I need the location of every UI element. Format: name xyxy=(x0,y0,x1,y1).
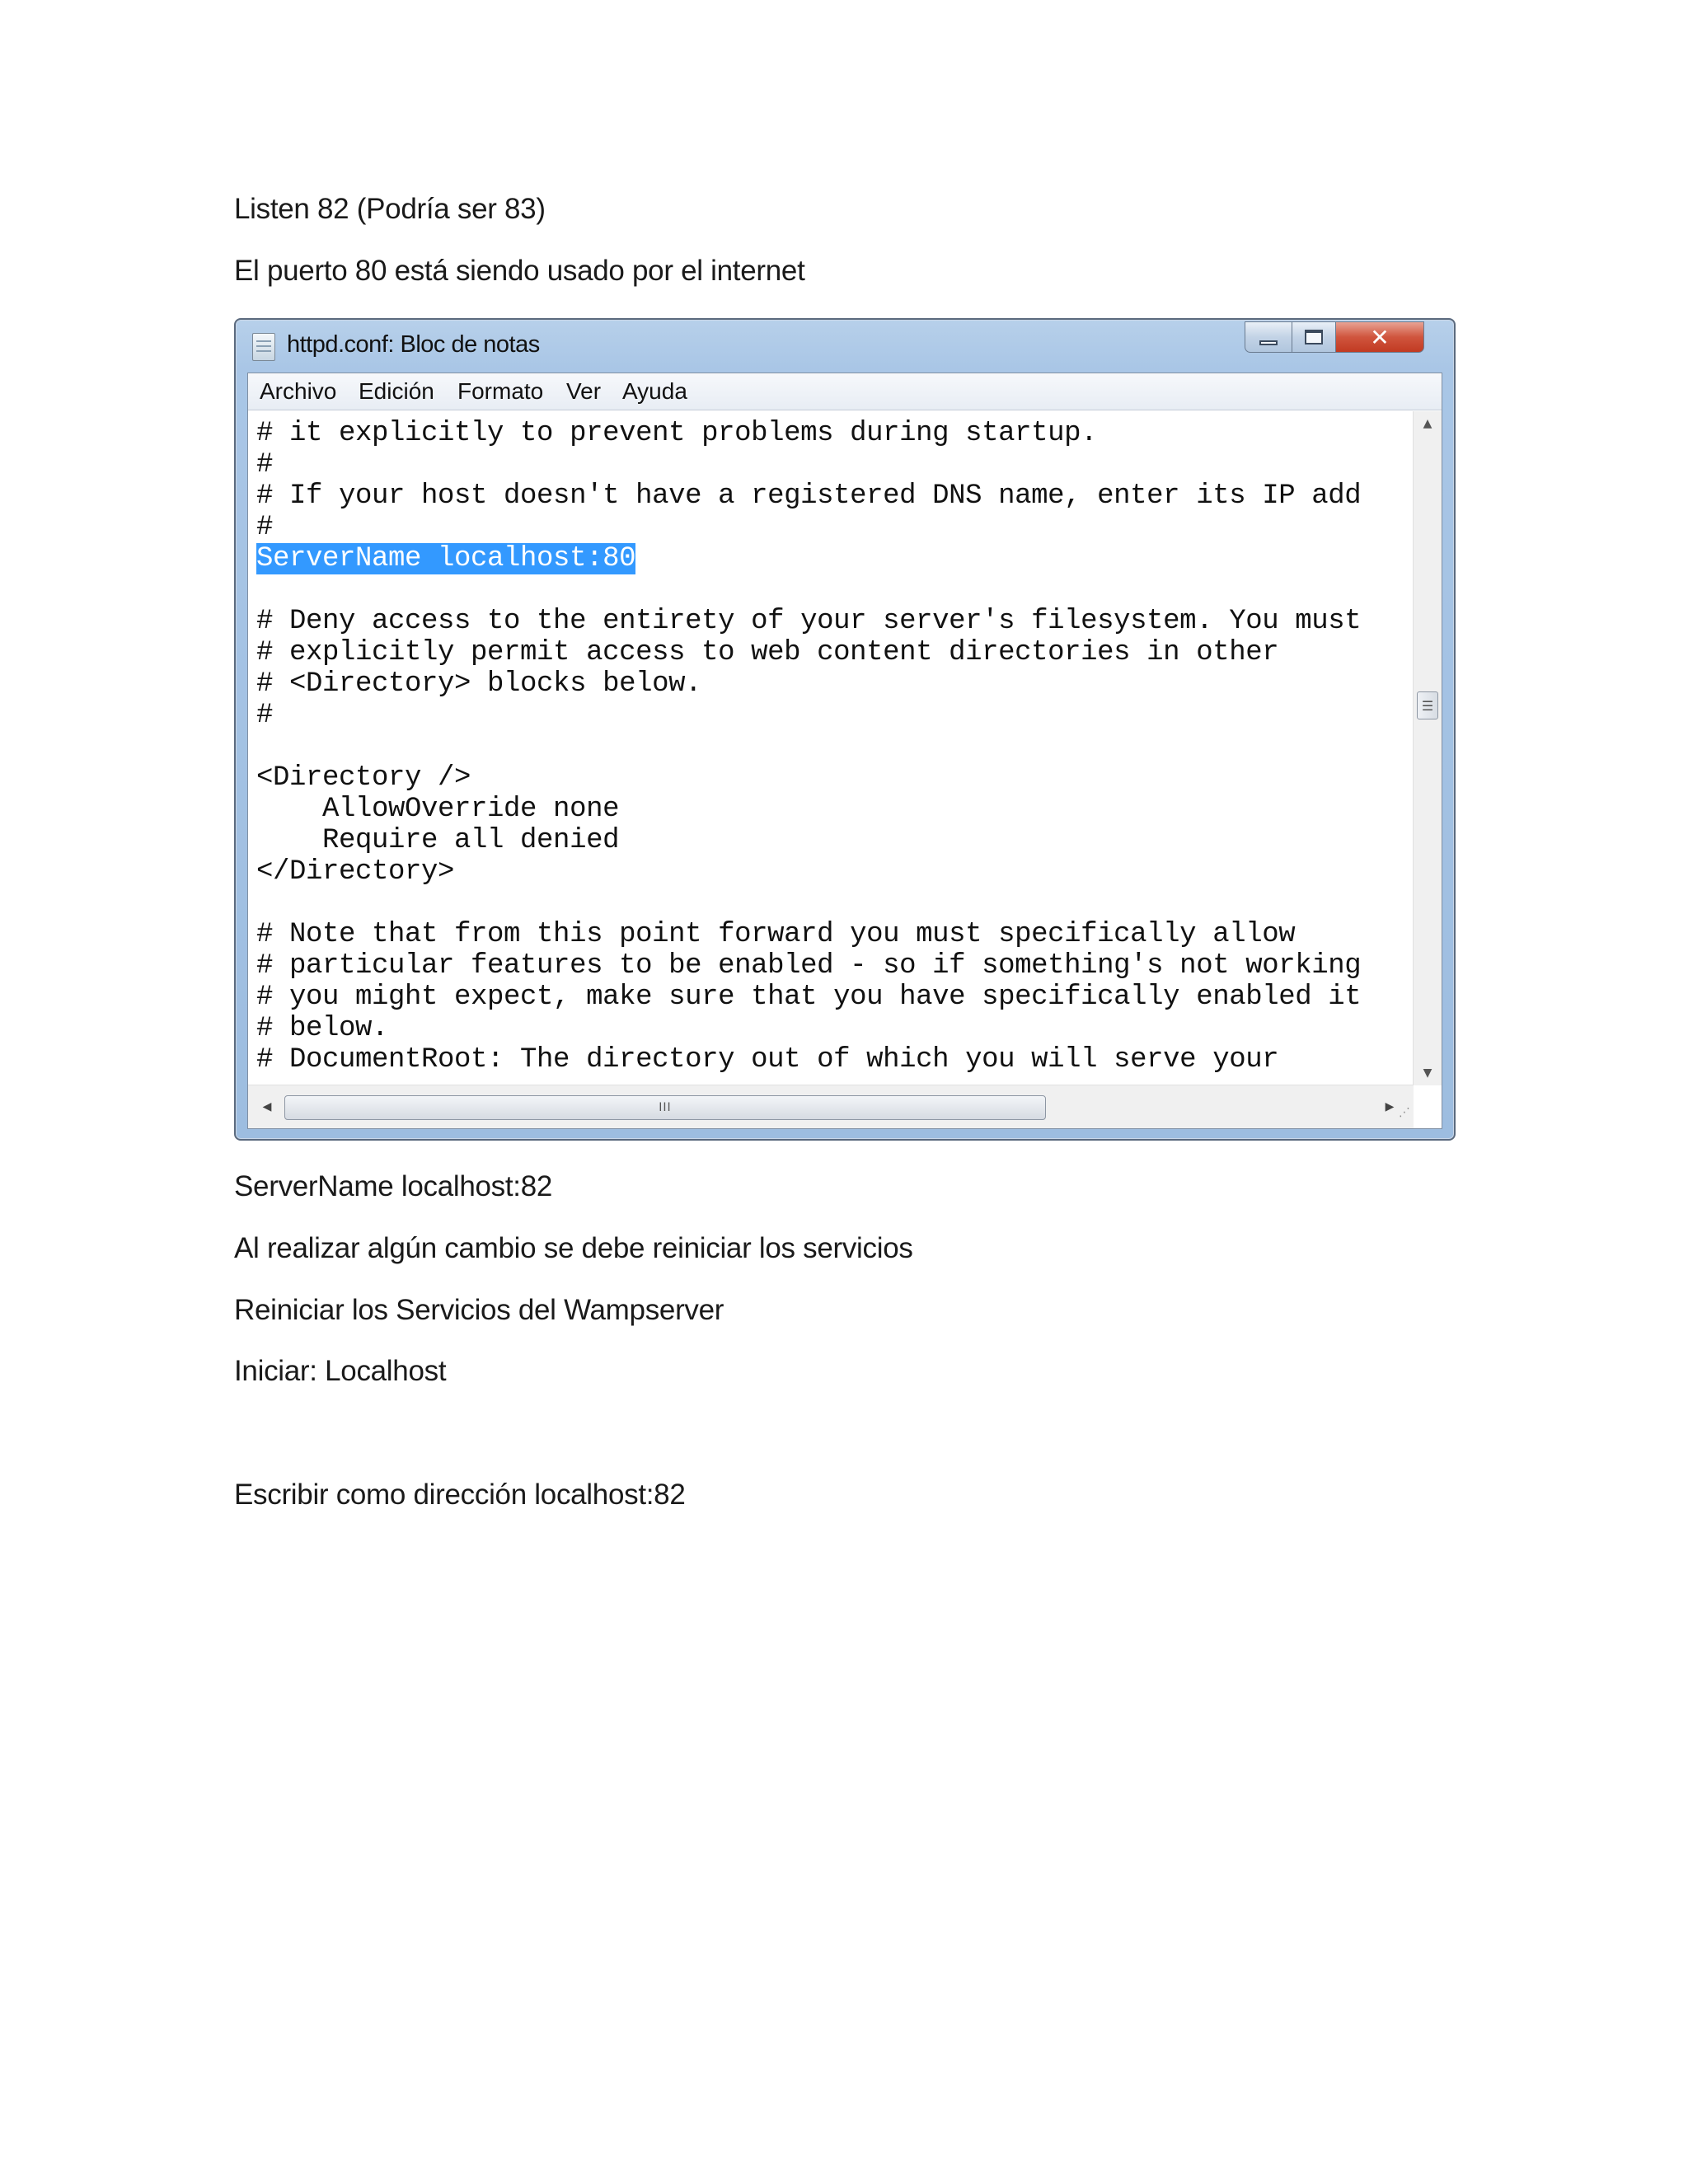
title-bar[interactable] xyxy=(236,320,1454,373)
horizontal-scroll-thumb[interactable] xyxy=(284,1095,1046,1120)
editor-line: </Directory> xyxy=(256,856,455,888)
notepad-window xyxy=(234,318,1456,1141)
editor-line: # DocumentRoot: The directory out of which you will serve your xyxy=(256,1044,1279,1076)
menu-formato[interactable]: Formato xyxy=(457,378,544,404)
editor-line: # it explicitly to prevent problems during startup. xyxy=(256,418,1098,449)
editor-line: AllowOverride none xyxy=(256,794,620,825)
editor-line: # Note that from this point forward you must specifically allow xyxy=(256,919,1296,950)
menu-bar xyxy=(248,373,1442,410)
menu-ayuda[interactable]: Ayuda xyxy=(622,378,687,404)
editor-line: <Directory /> xyxy=(256,762,471,794)
vertical-scroll-thumb[interactable] xyxy=(1417,691,1438,719)
editor-line: # explicitly permit access to web content directories in other xyxy=(256,637,1279,668)
grip-lines-icon: ☰ xyxy=(1421,697,1434,714)
editor-line: # you might expect, make sure that you have specifically enabled it xyxy=(256,982,1362,1013)
paragraph-port-80: El puerto 80 está siendo usado por el internet xyxy=(234,255,805,287)
horizontal-scrollbar[interactable] xyxy=(248,1085,1414,1128)
editor-line: # If your host doesn't have a registered DNS name, enter its IP add xyxy=(256,480,1362,512)
paragraph-listen: Listen 82 (Podría ser 83) xyxy=(234,193,546,225)
maximize-button[interactable] xyxy=(1292,321,1336,353)
selected-servername-line: ServerName localhost:80 xyxy=(256,543,636,574)
editor-line: Require all denied xyxy=(256,825,620,856)
editor-line: # particular features to be enabled - so if something's not working xyxy=(256,950,1362,982)
editor-line: # below. xyxy=(256,1013,389,1044)
menu-archivo[interactable]: Archivo xyxy=(260,378,337,404)
editor-line: # xyxy=(256,700,274,731)
editor-line: # xyxy=(256,449,274,480)
minimize-button[interactable] xyxy=(1245,321,1292,353)
paragraph-restart-note: Al realizar algún cambio se debe reiniciar los servicios xyxy=(234,1232,913,1264)
paragraph-start-localhost: Iniciar: Localhost xyxy=(234,1355,447,1387)
resize-grip-icon[interactable]: ⋰ xyxy=(1399,1106,1410,1119)
text-editor[interactable] xyxy=(248,411,1392,1085)
scroll-down-icon[interactable]: ▼ xyxy=(1423,1066,1432,1080)
close-icon: ✕ xyxy=(1370,323,1390,351)
paragraph-address: Escribir como dirección localhost:82 xyxy=(234,1479,686,1511)
scroll-right-icon[interactable]: ▶ xyxy=(1385,1100,1395,1113)
notepad-client-area xyxy=(247,373,1442,1129)
paragraph-servername: ServerName localhost:82 xyxy=(234,1170,553,1202)
notepad-icon xyxy=(252,333,275,361)
editor-line: # xyxy=(256,512,274,543)
paragraph-restart-services: Reiniciar los Servicios del Wampserver xyxy=(234,1294,724,1326)
minimize-icon xyxy=(1259,340,1278,345)
maximize-icon xyxy=(1305,330,1323,344)
menu-edicion[interactable]: Edición xyxy=(359,378,434,404)
editor-line: # <Directory> blocks below. xyxy=(256,668,702,700)
menu-ver[interactable]: Ver xyxy=(566,378,602,404)
scroll-left-icon[interactable]: ◀ xyxy=(262,1100,272,1113)
window-title: httpd.conf: Bloc de notas xyxy=(287,331,540,358)
vertical-scrollbar[interactable] xyxy=(1413,411,1442,1085)
scroll-up-icon[interactable]: ▲ xyxy=(1423,417,1432,430)
grip-lines-icon: III xyxy=(659,1101,672,1114)
close-button[interactable] xyxy=(1335,321,1424,353)
editor-line: # Deny access to the entirety of your server's filesystem. You must xyxy=(256,606,1362,637)
